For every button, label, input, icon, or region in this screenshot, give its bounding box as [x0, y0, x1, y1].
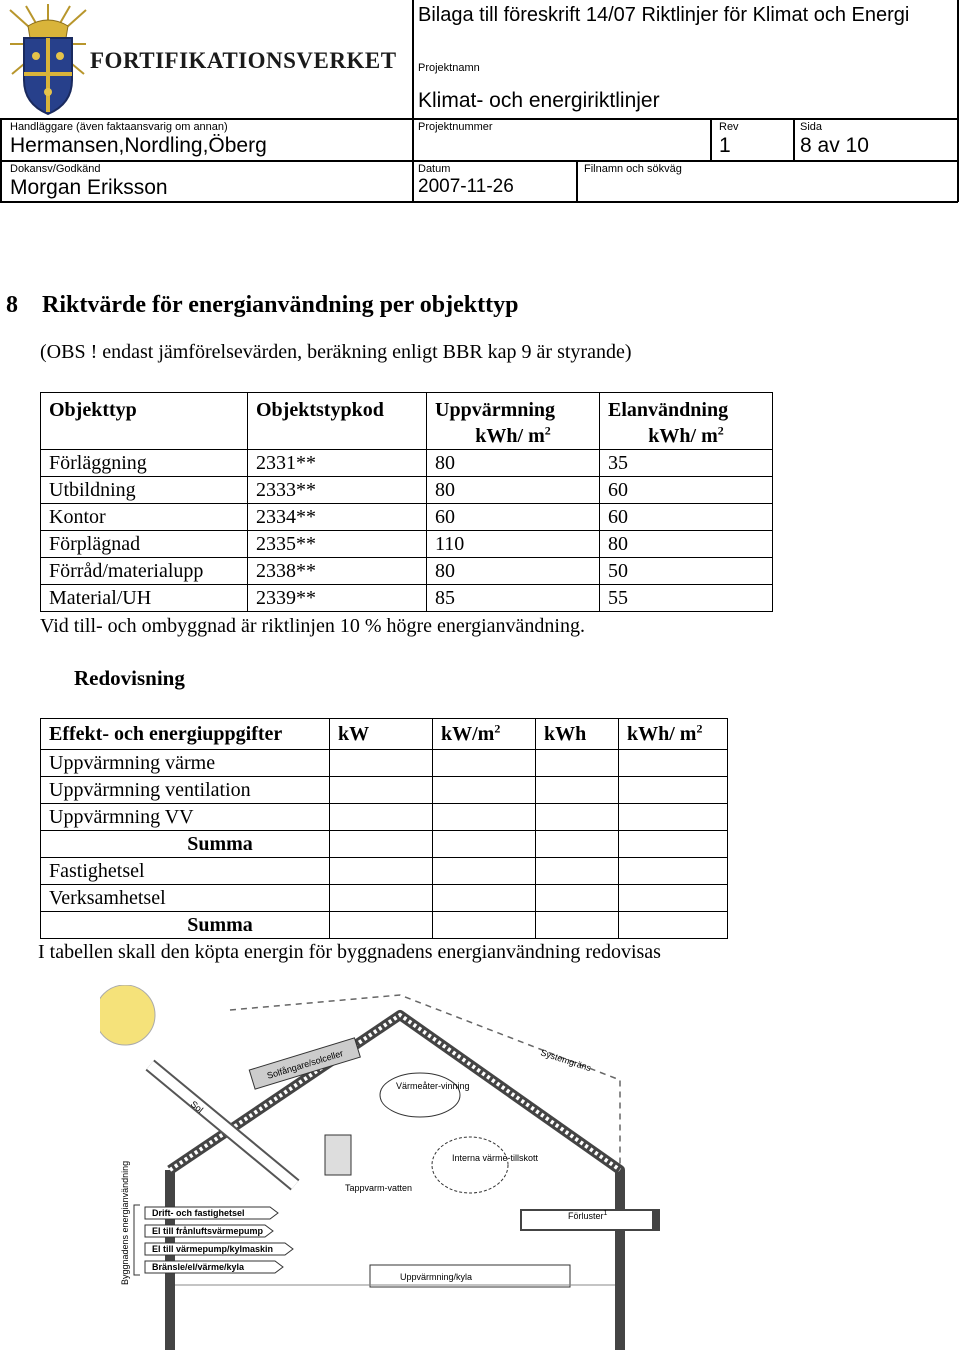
rev-label: Rev — [719, 121, 739, 133]
sun-icon — [100, 985, 155, 1045]
energy-guideline-table — [40, 392, 773, 612]
rev-value: 1 — [719, 134, 731, 157]
tap-label: Tappvarm-vatten — [345, 1183, 413, 1193]
input-4: Bränsle/el/värme/kyla — [152, 1262, 245, 1272]
table-row: Förplägnad 2335** 110 80 — [41, 531, 773, 558]
col-objektstypkod: Objektstypkod — [248, 393, 427, 450]
redovisning-heading: Redovisning — [74, 666, 185, 690]
internal-label: Interna värme-tillskott — [452, 1153, 539, 1163]
col-kw-m2: $kW/m^2$ — [433, 719, 536, 750]
redovisning-table — [40, 718, 728, 939]
table-row: Material/UH 2339** 85 55 — [41, 585, 773, 612]
redovisning-footnote: I tabellen skall den köpta energin för byggnadens energianvändning redovisas — [38, 941, 661, 963]
dokansv-value: Morgan Eriksson — [10, 176, 168, 199]
table-row: Uppvärmning VV — [41, 804, 728, 831]
solar-label: Solfångare/solceller — [265, 1048, 345, 1081]
handlaggare-value: Hermansen,Nordling,Öberg — [10, 134, 267, 157]
table-header-row — [41, 719, 728, 750]
input-2: El till frånluftsvärmepump — [152, 1226, 264, 1236]
table-row: Summa — [41, 831, 728, 858]
projektnamn-label: Projektnamn — [418, 62, 480, 74]
sida-label: Sida — [800, 121, 823, 133]
dokansv-label: Dokansv/Godkänd — [10, 163, 101, 175]
col-kwh: kWh — [536, 719, 619, 750]
datum-value: 2007-11-26 — [418, 176, 514, 197]
table-row: Utbildning 2333** 80 60 — [41, 477, 773, 504]
col-kwh-m2: kWh/ $m^2$ — [619, 719, 728, 750]
table-row: Kontor 2334** 60 60 — [41, 504, 773, 531]
sida-value: 8 av 10 — [800, 134, 869, 157]
table1-footnote: Vid till- och ombyggnad är riktlinjen 10 % högre energianvändning. — [40, 615, 585, 637]
heat-cool-label: Uppvärmning/kyla — [400, 1272, 473, 1282]
system-label: Systemgräns — [539, 1047, 593, 1074]
building-energy-diagram — [100, 985, 660, 1350]
losses-label: Förluster$^1$ — [568, 1210, 608, 1221]
table-row: Förläggning 2331** 80 35 — [41, 450, 773, 477]
section-heading — [6, 292, 518, 319]
table-row: Uppvärmning värme — [41, 750, 728, 777]
col-uppvarmning: Uppvärmning kWh/ $m^2$ — [427, 393, 600, 450]
table-row: Verksamhetsel — [41, 885, 728, 912]
table-header-row — [41, 393, 773, 450]
table-row: Förråd/materialupp 2338** 80 50 — [41, 558, 773, 585]
input-3: El till värmepump/kylmaskin — [152, 1244, 274, 1254]
table-row: Uppvärmning ventilation — [41, 777, 728, 804]
section-number: 8 — [6, 292, 18, 318]
col-effekt: Effekt- och energiuppgifter — [41, 719, 330, 750]
col-kw: kW — [330, 719, 433, 750]
input-1: Drift- och fastighetsel — [152, 1208, 245, 1218]
filnamn-label: Filnamn och sökväg — [584, 163, 682, 175]
handlaggare-label: Handläggare (även faktaansvarig om annan) — [10, 121, 228, 133]
heat-recovery-label: Värmeåter-vinning — [396, 1081, 470, 1091]
sun-label: Sol — [188, 1098, 206, 1115]
col-objekttyp: Objekttyp — [41, 393, 248, 450]
section-title: Riktvärde för energianvändning per objekttyp — [42, 292, 519, 318]
table-row: Summa — [41, 912, 728, 939]
org-name: FORTIFIKATIONSVERKET — [90, 48, 397, 73]
projektnamn-value: Klimat- och energiriktlinjer — [418, 89, 660, 112]
building-usage-label: Byggnadens energianvändning — [120, 1160, 130, 1285]
projektnummer-label: Projektnummer — [418, 121, 493, 133]
table-row: Fastighetsel — [41, 858, 728, 885]
document-title: Bilaga till föreskrift 14/07 Riktlinjer för Klimat och Energi — [418, 4, 910, 26]
col-elanvandning: Elanvändning kWh/ $m^2$ — [600, 393, 773, 450]
datum-label: Datum — [418, 163, 451, 175]
section-note: (OBS ! endast jämförelsevärden, beräkning enligt BBR kap 9 är styrande) — [40, 341, 632, 363]
coat-of-arms-logo — [8, 4, 88, 116]
